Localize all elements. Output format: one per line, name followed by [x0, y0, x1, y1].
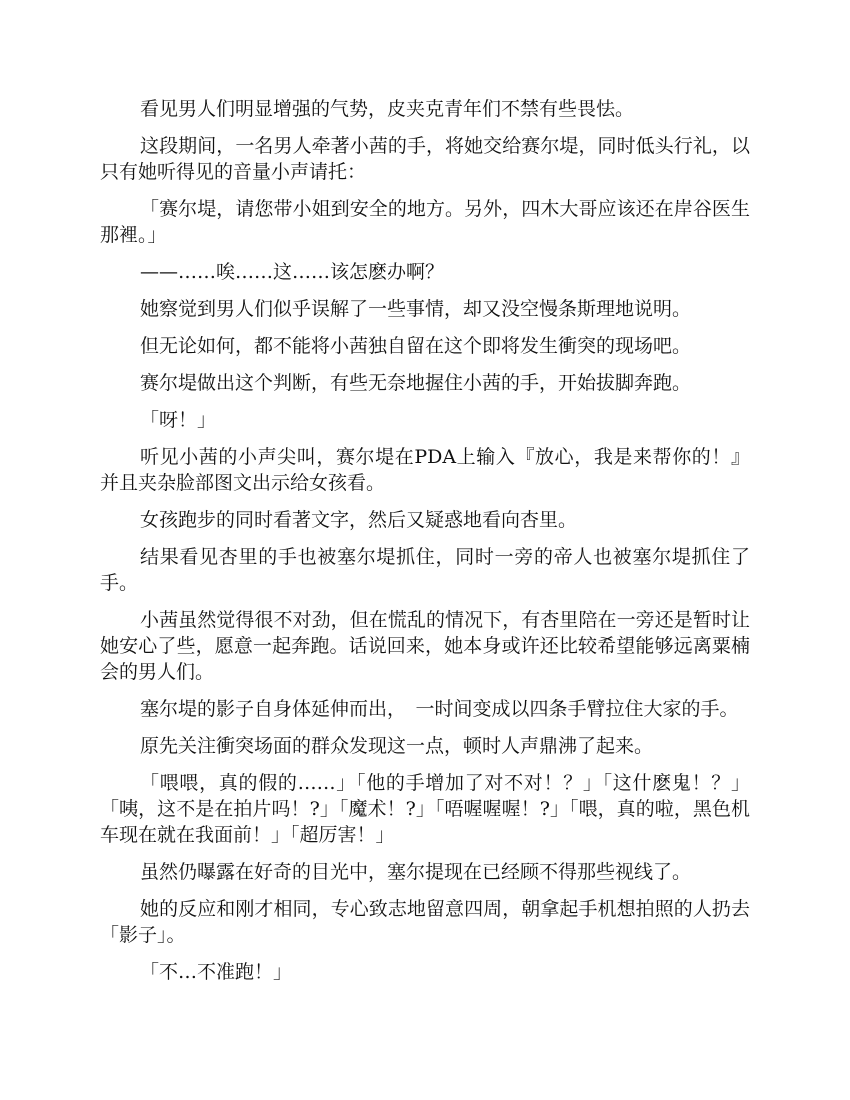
- paragraph-5: 她察觉到男人们似乎误解了一些事情，却又没空慢条斯理地说明。: [140, 298, 692, 320]
- paragraph-12: 小茜虽然觉得很不对劲，但在慌乱的情况下，有杏里陪在一旁还是暂时让她安心了些，愿意一起奔跑。话说回来，她本身或许还比较希望能够远离粟楠会的男人们。: [100, 609, 750, 683]
- paragraph-3: 「赛尔堤，请您带小姐到安全的地方。另外，四木大哥应该还在岸谷医生那裡。」: [100, 198, 750, 246]
- paragraph-2: 这段期间，一名男人牵著小茜的手，将她交给赛尔堤，同时低头行礼，以只有她听得见的音量小声请托：: [100, 135, 750, 183]
- paragraph-13: 塞尔堤的影子自身体延伸而出， 一时间变成以四条手臂拉住大家的手。: [140, 698, 739, 720]
- paragraph-17: 她的反应和刚才相同，专心致志地留意四周，朝拿起手机想拍照的人扔去「影子」。: [100, 898, 750, 946]
- paragraph-7: 赛尔堤做出这个判断，有些无奈地握住小茜的手，开始拔脚奔跑。: [140, 372, 692, 394]
- text-body: [100, 96, 750, 996]
- paragraph-16: 虽然仍曝露在好奇的目光中，塞尔提现在已经顾不得那些视线了。: [140, 861, 692, 883]
- paragraph-1: 看见男人们明显增强的气势，皮夹克青年们不禁有些畏怯。: [140, 98, 635, 120]
- paragraph-9: 听见小茜的小声尖叫，赛尔堤在PDA上输入『放心，我是来帮你的！』并且夹杂脸部图文出示给女孩看。: [100, 446, 750, 494]
- paragraph-11: 结果看见杏里的手也被塞尔堤抓住，同时一旁的帝人也被塞尔堤抓住了手。: [100, 546, 750, 594]
- paragraph-6: 但无论如何，都不能将小茜独自留在这个即将发生衝突的现场吧。: [140, 335, 692, 357]
- paragraph-14: 原先关注衝突场面的群众发现这一点，顿时人声鼎沸了起来。: [140, 735, 654, 757]
- paragraph-4: ——……唉……这……该怎麽办啊？: [140, 261, 445, 283]
- paragraph-8: 「呀！」: [140, 409, 217, 431]
- paragraph-18: 「不…不准跑！」: [140, 961, 293, 983]
- paragraph-15: 「喂喂，真的假的……」「他的手增加了对不对！？」「这什麽鬼！？」「咦，这不是在拍片吗！?」「魔术！?」「唔喔喔喔！?」「喂，真的啦，黑色机车现在就在我面前！」「超厉害！」: [100, 772, 750, 846]
- paragraph-10: 女孩跑步的同时看著文字，然后又疑惑地看向杏里。: [140, 509, 578, 531]
